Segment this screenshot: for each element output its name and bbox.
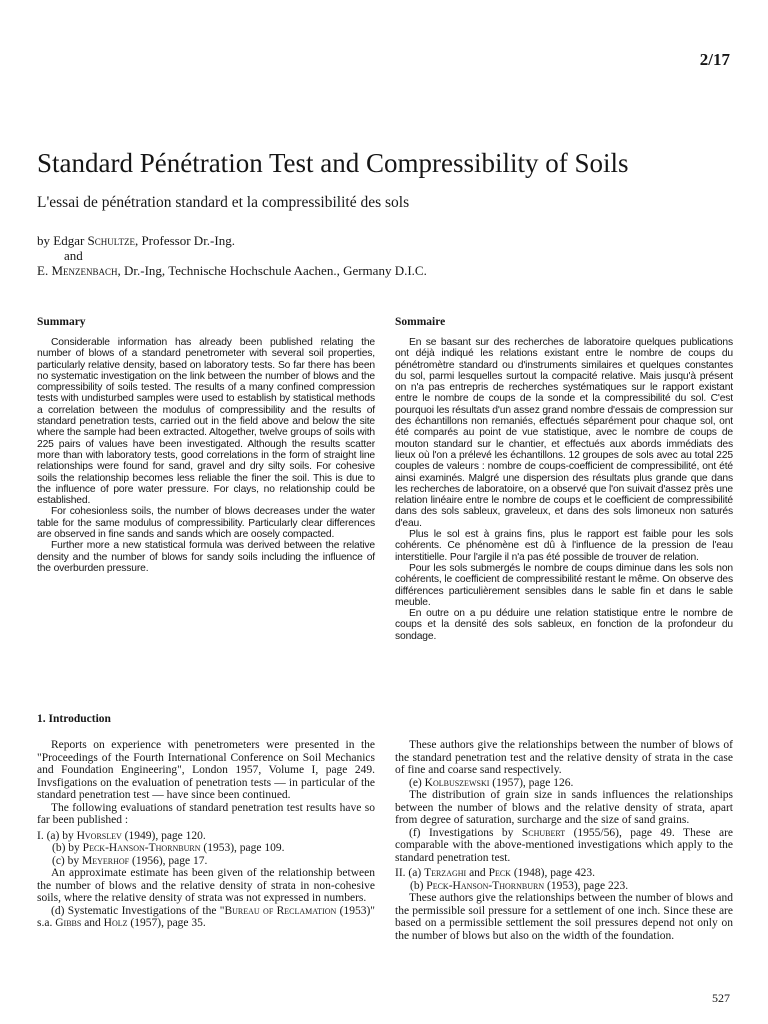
reference-item <box>37 855 375 868</box>
intro-paragraph: An approximate estimate has been given of the relationship between the number of blows and the relative density of strata in non-cohesive soils, where the relative density of strata was not expressed in numbers. <box>37 867 375 904</box>
author-prefix: by Edgar <box>37 233 88 248</box>
reference-prefix: II. (a) <box>395 867 425 879</box>
introduction-heading: 1. Introduction <box>37 713 111 725</box>
sommaire-heading: Sommaire <box>395 316 446 328</box>
reference-author: Holz <box>103 917 128 929</box>
reference-author: Gibbs <box>55 917 82 929</box>
reference-text: and <box>81 917 104 929</box>
reference-author: Peck <box>488 867 511 879</box>
author-name: Schultze <box>87 233 135 248</box>
summary-section <box>37 316 375 574</box>
summary-paragraph: Further more a new statistical formula was derived between the relative density and the number of blows for sandy soils including the influence of the overburden pressure. <box>37 540 375 574</box>
reference-author: Peck-Hanson-Thornburn <box>426 879 545 892</box>
summary-body <box>37 337 375 574</box>
sommaire-paragraph: Plus le sol est à grains fins, plus le rapport est faible pour les sols cohérents. Ce phénomène est dû à l'influence de la pression de l'eau interstitielle. Pour l'argile il n'a pas été possible de trouver de relation. <box>395 529 733 563</box>
introduction-left-column <box>37 739 375 930</box>
reference-item <box>37 905 375 930</box>
reference-author: Peck-Hanson-Thornburn <box>82 842 201 854</box>
reference-prefix: I. (a) by <box>37 829 77 842</box>
reference-item <box>37 842 375 855</box>
paper-subtitle: L'essai de pénétration standard et la compressibilité des sols <box>37 194 410 211</box>
reference-author: Terzaghi <box>424 867 467 879</box>
reference-item <box>395 867 733 880</box>
intro-paragraph: Reports on experience with penetrometers were presented in the "Proceedings of the Fourth International Conference on Soil Mechanics and Foundation Engineering", London 1957, Volume I, page 249. Invsfigations on the evaluation of penetration tests — in particular of the standard penetration test — have since been continued. <box>37 739 375 801</box>
intro-paragraph: The following evaluations of standard penetration test results have so far been published : <box>37 801 375 826</box>
sommaire-paragraph: En outre on a pu déduire une relation statistique entre le nombre de coups et la densité des sols sableux, en fonction de la profondeur du sondage. <box>395 608 733 642</box>
reference-item <box>395 880 733 893</box>
author-prefix: E. <box>37 263 52 278</box>
reference-item <box>395 827 733 865</box>
reference-suffix: (1957), page 35. <box>127 917 206 929</box>
reference-author: Bureau of Reclamation <box>224 904 337 917</box>
reference-suffix: (1957), page 126. <box>489 776 574 789</box>
reference-prefix: (e) <box>409 776 425 789</box>
author-affiliation: , Dr.-Ing, Technische Hochschule Aachen., Germany D.I.C. <box>117 263 427 278</box>
author-block <box>37 233 427 278</box>
page-number: 527 <box>712 991 730 1005</box>
reference-suffix: (1953), page 223. <box>544 879 629 892</box>
reference-text: (1953)" s.a. <box>37 904 375 929</box>
author-conjunction: and <box>64 248 83 263</box>
page-section-number: 2/17 <box>699 50 730 69</box>
reference-suffix: (1956), page 17. <box>129 854 208 867</box>
intro-paragraph: These authors give the relationships between the number of blows of the standard penetration test and the relative density of strata in the case of fine and coarse sand respectively. <box>395 739 733 776</box>
reference-prefix: (b) <box>410 879 427 892</box>
reference-author: Kolbuszewski <box>424 776 490 789</box>
intro-paragraph: The distribution of grain size in sands influences the relationships between the number of blows and the relative density of strata, apart from degree of saturation, surcharge and the size of sand grains. <box>395 789 733 826</box>
reference-prefix: (b) by <box>52 842 83 854</box>
sommaire-paragraph: Pour les sols submergés le nombre de coups diminue dans les sols non cohérents, le coefficient de compressibilité restant le même. On observe des différences particulièrement sensibles dans le sable fin et dans le sable meuble. <box>395 562 733 608</box>
reference-suffix: (1955/56), page 49. These are comparable with the above-mentioned investigations which apply to the standard penetration test. <box>395 826 733 864</box>
author-name: Menzenbach <box>51 263 118 278</box>
sommaire-section <box>395 316 733 642</box>
reference-suffix: (1953), page 109. <box>200 842 285 854</box>
author-affiliation: , Professor Dr.-Ing. <box>134 233 235 248</box>
reference-text: and <box>466 867 489 879</box>
intro-paragraph: These authors give the relationships between the number of blows and the permissible soil pressure for a settlement of one inch. Since these are based on a permissible settlement the soil pressures depend not only on the number of blows but also on the width of the foundation. <box>395 892 733 942</box>
reference-suffix: (1948), page 423. <box>510 867 595 879</box>
reference-item <box>37 830 375 843</box>
reference-item <box>395 777 733 790</box>
author-line-2 <box>37 263 427 278</box>
summary-heading: Summary <box>37 316 86 328</box>
author-line-1 <box>37 233 427 248</box>
sommaire-paragraph: En se basant sur des recherches de laboratoire quelques publications ont déjà indiqué les relations existant entre le nombre de coups du pénétromètre standard ou d'instruments similaires et quelques constantes du sol, parmi lesquelles surtout la compacité relative. Mais jusqu'à présent on n'a pas entrepris de recherches systématiques sur le rapport existant entre le nombre de coups de la sonde et la compressibilité du sol. C'est pourquoi les résultats d'un assez grand nombre d'essais de compression sur des échantillons non remaniés, effectués séparément pour chaque sol, ont été comparés au point de vue statistique, avec le nombre de coups de mouton standard sur le chantier, et effectués aux abords immédiats des lieux où l'on a prélevé les échantillons. 12 groupes de sols avec au total 225 couples de valeurs : nombre de coups-coefficient de compressibilité, ont été ainsi examinés. Malgré une dispersion des résultats plus grande que dans les recherches de laboratoire, on a observé que l'on suivait d'assez près une relation linéaire entre le nombre de coups et le coefficient de compressibilité dans des sols sableux, graveleux, et dans des sols limoneux non saturés d'eau. <box>395 337 733 529</box>
reference-author: Schubert <box>521 826 566 839</box>
sommaire-body <box>395 337 733 642</box>
summary-paragraph: For cohesionless soils, the number of blows decreases under the water table for the same modulus of compressibility. Particularly clear differences are observed in fine sands and sands which are oosely compacted. <box>37 506 375 541</box>
reference-suffix: (1949), page 120. <box>121 829 206 842</box>
paper-title: Standard Pénétration Test and Compressibility of Soils <box>37 148 629 178</box>
reference-prefix: (f) Investigations by <box>409 826 522 839</box>
reference-author: Hvorslev <box>76 829 122 842</box>
reference-prefix: (d) Systematic Investigations of the " <box>51 904 225 917</box>
reference-prefix: (c) by <box>52 854 83 867</box>
introduction-right-column <box>395 739 733 942</box>
reference-author: Meyerhof <box>82 854 130 867</box>
summary-paragraph: Considerable information has already been published relating the number of blows of a standard penetrometer with several soil properties, particularly relative density, based on laboratory tests. So far there has been no systematic investigation on the link between the number of blows and the compressibility of soils tested. The results of a many confined compression tests with undisturbed samples were used to establish by statistical methods a correlation between the modulus of compressibility and the results of standard penetration tests, carried out in the field above and below the site where the sample had been extracted. Altogether, twelve groups of soils with 225 pairs of values have been investigated. Although the results scatter more than with laboratory tests, good correlations in the form of straight line relationships were found for sand, gravel and dry silty soils. For cohesive soils the relationship becomes less reliable the finer the soil. This is due to the influence of pore water pressure. For clays, no relationship could be established. <box>37 337 375 507</box>
